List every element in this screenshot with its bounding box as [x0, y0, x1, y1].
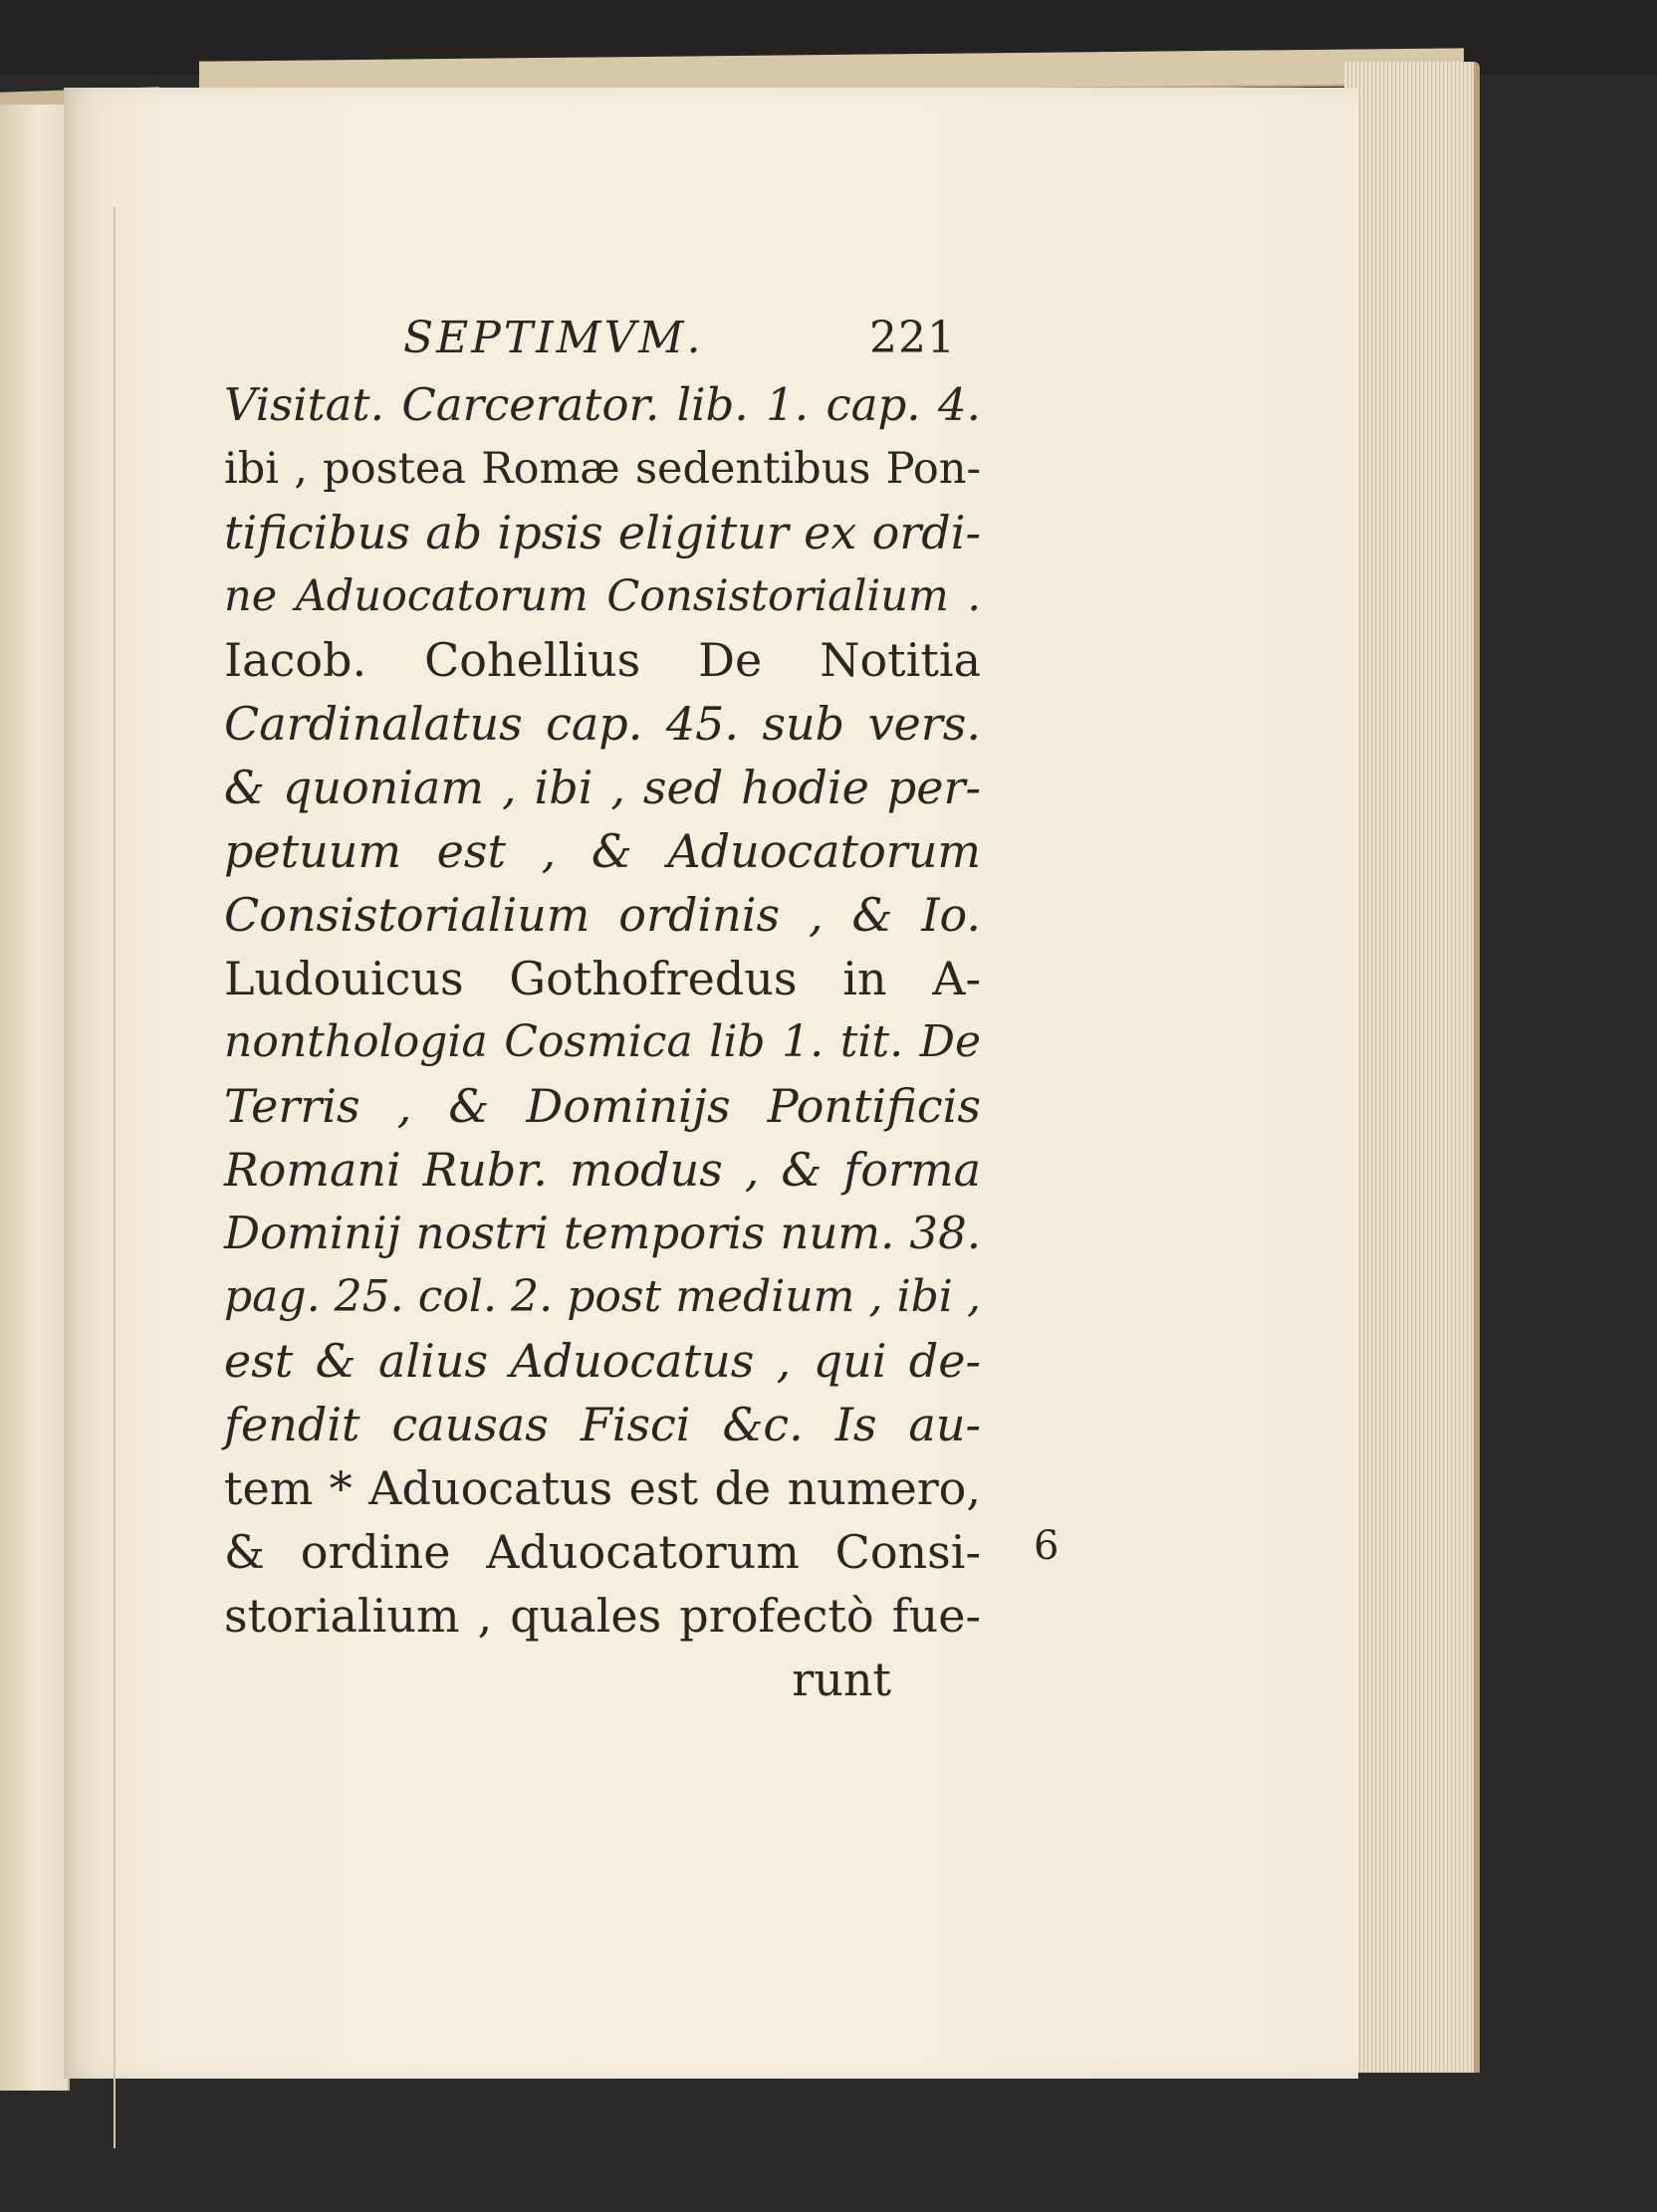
text-block: [224, 304, 981, 1711]
text-line: Terris , & Dominijs Pontificis: [224, 1079, 981, 1133]
text-line: ne Aduocatorum Consistorialium .: [224, 571, 981, 621]
text-line: pag. 25. col. 2. post medium , ibi ,: [224, 1271, 981, 1322]
text-line: Visitat. Carcerator. lib. 1. cap. 4.: [224, 378, 981, 431]
catchword: runt: [792, 1653, 891, 1706]
text-line: Iacob. Cohellius De Notitia: [224, 633, 981, 687]
gutter-line: [114, 207, 116, 2148]
text-line: nonthologia Cosmica lib 1. tit. De: [224, 1016, 981, 1067]
text-line: Dominij nostri temporis num. 38.: [224, 1207, 981, 1259]
running-head-title: SEPTIMVM.: [403, 313, 704, 363]
text-line: ibi , postea Romæ sedentibus Pon-: [224, 444, 981, 494]
page-number: 221: [869, 313, 956, 363]
text-line: fendit causas Fisci &c. Is au-: [224, 1398, 981, 1451]
left-page: [0, 105, 70, 2091]
text-line: Cardinalatus cap. 45. sub vers.: [224, 697, 981, 751]
text-line: & ordine Aduocatorum Consi-: [224, 1525, 981, 1579]
text-line: Romani Rubr. modus , & forma: [224, 1143, 981, 1197]
text-line: & quoniam , ibi , sed hodie per-: [224, 761, 981, 814]
page-block-edges: [1344, 62, 1480, 2073]
text-line: Consistorialium ordinis , & Io.: [224, 888, 981, 942]
text-line: est & alius Aduocatus , qui de-: [224, 1334, 981, 1388]
text-line: storialium , quales profectò fue-: [224, 1589, 981, 1643]
text-line: petuum est , & Aduocatorum: [224, 824, 981, 878]
text-line: tem * Aduocatus est de numero,: [224, 1461, 981, 1515]
running-head: [224, 304, 981, 373]
text-line: Ludouicus Gothofredus in A-: [224, 952, 981, 1005]
text-line: tificibus ab ipsis eligitur ex ordi-: [224, 506, 981, 559]
margin-note: 6: [1034, 1523, 1060, 1569]
